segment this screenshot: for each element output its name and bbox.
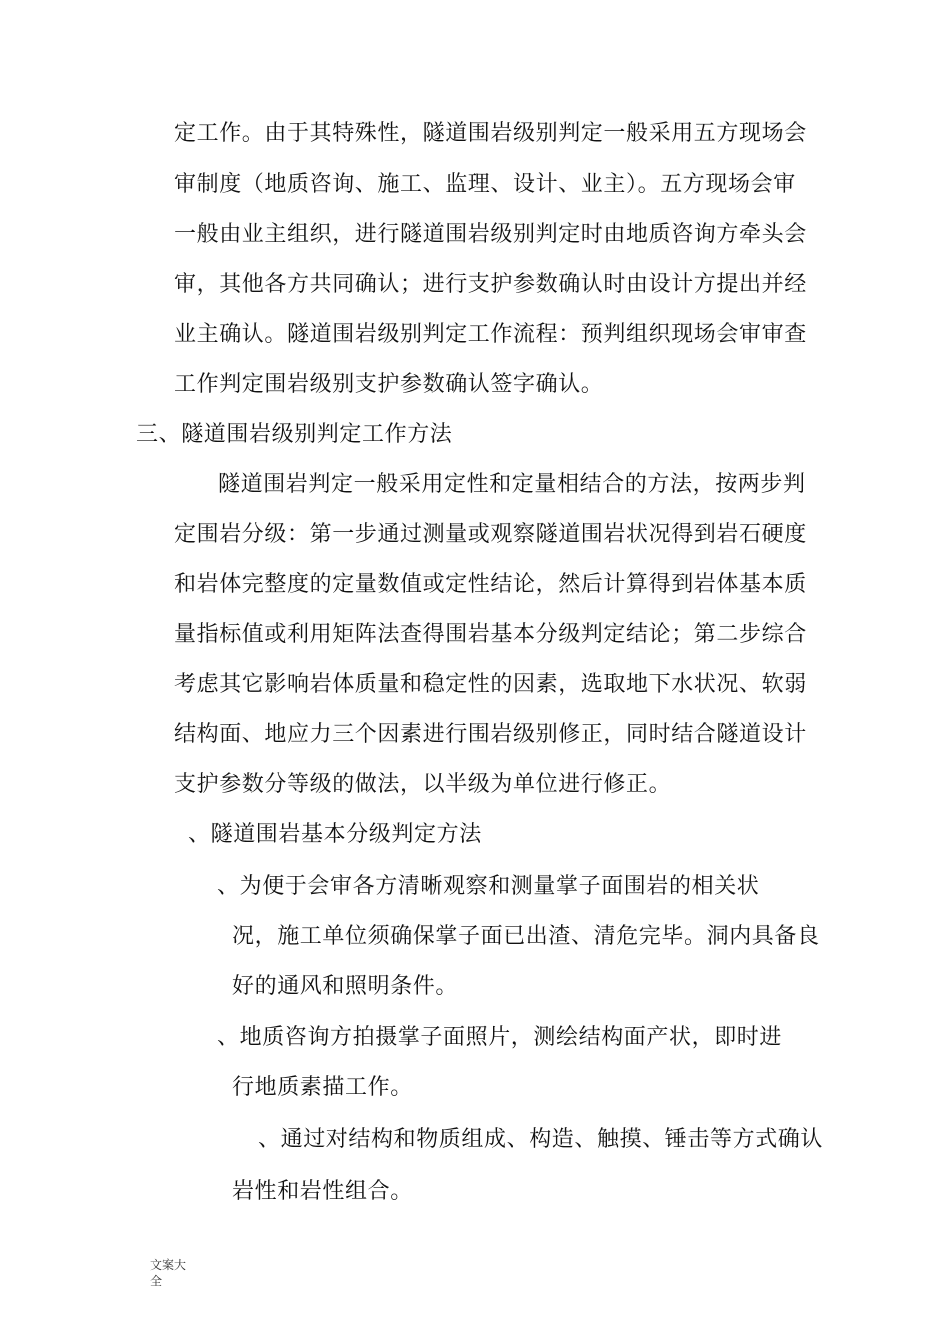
paragraph-line: 量指标值或利用矩阵法查得围岩基本分级判定结论；第二步综合 (174, 622, 807, 647)
paragraph-line: 和岩体完整度的定量数值或定性结论，然后计算得到岩体基本质 (174, 572, 807, 597)
paragraph-line: 隧道围岩判定一般采用定性和定量相结合的方法，按两步判 (218, 472, 806, 497)
paragraph-line: 业主确认。隧道围岩级别判定工作流程：预判组织现场会审审查 (174, 322, 807, 347)
paragraph-line: 工作判定围岩级别支护参数确认签字确认。 (174, 372, 604, 397)
paragraph-line: 一般由业主组织，进行隧道围岩级别判定时由地质咨询方牵头会 (174, 222, 807, 247)
paragraph-line: 结构面、地应力三个因素进行围岩级别修正，同时结合隧道设计 (174, 722, 807, 747)
paragraph-line: 审，其他各方共同确认；进行支护参数确认时由设计方提出并经 (174, 272, 807, 297)
paragraph-line: 支护参数分等级的做法，以半级为单位进行修正。 (174, 772, 672, 797)
list-item-line: 、地质咨询方拍摄掌子面照片，测绘结构面产状，即时进 (217, 1025, 783, 1050)
paragraph-line: 定围岩分级：第一步通过测量或观察隧道围岩状况得到岩石硬度 (174, 522, 807, 547)
subsection-heading: 、隧道围岩基本分级判定方法 (188, 822, 482, 847)
footer-text: 文案大全 (150, 1258, 187, 1288)
paragraph-line: 定工作。由于其特殊性，隧道围岩级别判定一般采用五方现场会 (174, 121, 807, 146)
list-item-line: 、为便于会审各方清晰观察和测量掌子面围岩的相关状 (217, 874, 760, 899)
list-item-line: 况，施工单位须确保掌子面已出渣、清危完毕。洞内具备良 (232, 924, 820, 949)
paragraph-line: 考虑其它影响岩体质量和稳定性的因素，选取地下水状况、软弱 (174, 672, 807, 697)
section-heading: 三、隧道围岩级别判定工作方法 (136, 422, 453, 447)
list-item-line: 行地质素描工作。 (232, 1075, 413, 1100)
paragraph-line: 审制度（地质咨询、施工、监理、设计、业主）。五方现场会审 (174, 172, 796, 197)
list-item-line: 岩性和岩性组合。 (232, 1179, 413, 1204)
list-item-line: 好的通风和照明条件。 (232, 974, 459, 999)
list-item-line: 、通过对结构和物质组成、构造、触摸、锤击等方式确认 (258, 1127, 824, 1152)
